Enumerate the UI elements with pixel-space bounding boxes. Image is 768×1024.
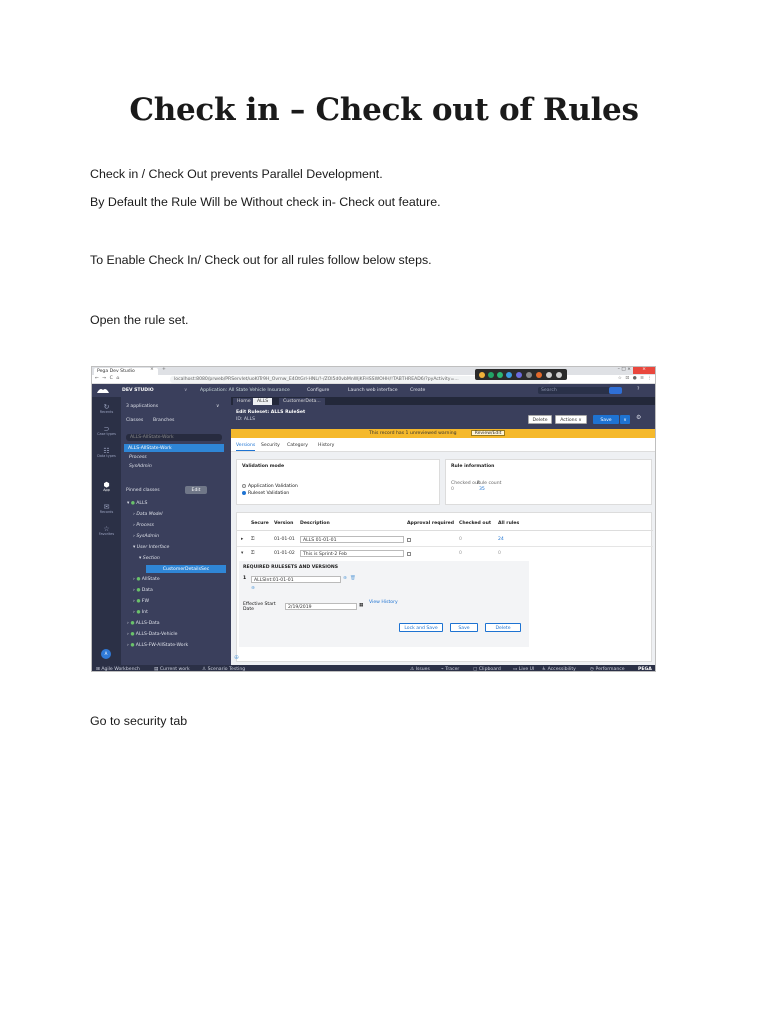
current-work-link[interactable]: ▤ Current work bbox=[154, 666, 190, 672]
validation-mode-card bbox=[236, 459, 440, 505]
settings-gear-icon[interactable]: ⚙ bbox=[636, 414, 642, 421]
pega-logo-icon bbox=[97, 387, 109, 393]
save-menu-chevron-icon[interactable]: ∨ bbox=[620, 415, 630, 424]
create-menu[interactable]: Create bbox=[410, 388, 426, 393]
pinned-classes-label: Pinned classes bbox=[126, 488, 160, 493]
address-bar[interactable]: localhost:8080/prweb/PRServlet/uoKlTr9H_Ovrnw_E4OtGrl-HNL/!-/ZOl5d0vbMnWjKFHSSWOHH/!TABTHREAD6/?pyActivity=... bbox=[170, 376, 550, 383]
validation-mode-title: Validation mode bbox=[242, 464, 285, 469]
tree-item[interactable]: ▾ Section bbox=[139, 556, 160, 561]
lock-and-save-button[interactable]: Lock and Save bbox=[399, 623, 443, 632]
save-button[interactable]: Save bbox=[450, 623, 478, 632]
header-secure: Secure bbox=[251, 521, 269, 526]
agile-workbench-link[interactable]: ⊞ Agile Workbench bbox=[96, 666, 140, 672]
branches-link[interactable]: Branches bbox=[153, 418, 175, 423]
new-tab-icon[interactable]: + bbox=[162, 367, 166, 372]
rail-case-types[interactable]: ⊃ Case types bbox=[92, 425, 121, 437]
case-types-icon: ⊃ bbox=[103, 425, 110, 433]
required-rulesets-panel bbox=[239, 561, 529, 647]
all-rules-cell: 0 bbox=[498, 551, 501, 556]
document-title: Check in – Check out of Rules bbox=[129, 92, 639, 128]
actions-button[interactable]: Actions ∨ bbox=[555, 415, 587, 424]
tree-item-selected[interactable]: CustomerDetailsSec bbox=[146, 565, 226, 573]
accessibility-link[interactable]: ♿ Accessibility bbox=[542, 666, 576, 672]
help-icon[interactable]: ? bbox=[637, 387, 640, 392]
description-input[interactable]: This is Sprint-2 Feb bbox=[300, 550, 404, 557]
versions-table-header bbox=[237, 521, 653, 531]
tree-sysadmin[interactable]: SysAdmin bbox=[129, 464, 152, 469]
tree-item[interactable]: ▾ User Interface bbox=[133, 545, 170, 550]
tab-history[interactable]: History bbox=[318, 443, 335, 448]
stop-icon[interactable] bbox=[536, 372, 542, 378]
tab-security[interactable]: Security bbox=[261, 443, 280, 448]
chevron-down-icon[interactable]: ∨ bbox=[184, 388, 188, 393]
unlock-icon[interactable]: ⚿ bbox=[251, 551, 255, 556]
pega-logo-text: PEGA bbox=[638, 666, 652, 672]
scenario-testing-link[interactable]: ♙ Scenario Testing bbox=[202, 666, 246, 672]
add-row-icon[interactable]: ⊕ bbox=[251, 586, 255, 591]
rule-information-title: Rule information bbox=[451, 464, 495, 469]
rule-title: Edit Ruleset: ALLS RuleSet bbox=[236, 410, 306, 415]
selected-class-label: ALLS-AllState-Work bbox=[128, 445, 172, 451]
effective-start-input[interactable]: 2/19/2019 bbox=[285, 603, 357, 610]
all-rules-cell[interactable]: 24 bbox=[498, 537, 504, 542]
tree-item[interactable]: › Data Model bbox=[133, 512, 163, 517]
search-icon[interactable] bbox=[609, 387, 622, 394]
tree-item[interactable]: › ● ALLS-FW-AllState-Work bbox=[127, 643, 189, 648]
tree-item[interactable]: › ● Data bbox=[133, 588, 153, 593]
approval-checkbox[interactable] bbox=[407, 538, 411, 542]
rail-app[interactable]: ⬢ App bbox=[92, 481, 121, 493]
record-icon[interactable] bbox=[488, 372, 494, 378]
required-index: 1 bbox=[243, 576, 247, 581]
rail-favorites[interactable]: ☆ Favorites bbox=[92, 525, 121, 537]
trash-icon[interactable]: 🗑 bbox=[350, 576, 356, 581]
tree-item[interactable]: › ● FW bbox=[133, 599, 149, 604]
favorites-icon: ☆ bbox=[103, 525, 110, 533]
header-all-rules: All rules bbox=[498, 521, 520, 526]
window-controls[interactable]: – □ × bbox=[617, 367, 631, 372]
description-input[interactable]: ALLS 01-01-01 bbox=[300, 536, 404, 543]
rail-data-types[interactable]: ☷ Data types bbox=[92, 447, 121, 459]
tree-item[interactable]: › SysAdmin bbox=[133, 534, 160, 539]
required-rulesets-title: REQUIRED RULESETS AND VERSIONS bbox=[243, 565, 339, 570]
add-icon[interactable]: ⊕ bbox=[343, 576, 347, 581]
close-icon[interactable]: × bbox=[150, 367, 154, 372]
pause-icon[interactable] bbox=[479, 372, 485, 378]
status-bar bbox=[92, 665, 656, 672]
rail-recents[interactable]: ↻ Recents bbox=[92, 403, 121, 415]
tree-item[interactable]: ▾ ● ALLS bbox=[127, 501, 148, 506]
table-row bbox=[237, 533, 653, 547]
search-input[interactable]: Search bbox=[538, 387, 622, 394]
pen-icon[interactable] bbox=[516, 372, 522, 378]
delete-button[interactable]: Delete bbox=[485, 623, 521, 632]
header-checked-out: Checked out bbox=[459, 521, 492, 526]
app-icon: ⬢ bbox=[103, 481, 110, 489]
checked-out-cell: 0 bbox=[459, 537, 462, 542]
checked-out-cell: 0 bbox=[459, 551, 462, 556]
header-version: Version bbox=[274, 521, 294, 526]
class-filter-input[interactable]: ALLS-AllState-Work bbox=[126, 434, 222, 441]
add-version-icon[interactable]: ⊕ bbox=[234, 654, 240, 661]
approval-checkbox[interactable] bbox=[407, 552, 411, 556]
versions-card bbox=[236, 512, 652, 662]
tab-category[interactable]: Category bbox=[287, 443, 308, 448]
delete-button[interactable]: Delete bbox=[528, 415, 552, 424]
checked-out-value: 0 bbox=[451, 487, 454, 492]
checked-out-label: Checked out bbox=[451, 481, 480, 486]
launch-menu[interactable]: Launch web interface bbox=[348, 388, 398, 393]
live-ui-link[interactable]: ▭ Live UI bbox=[513, 666, 535, 672]
selected-class[interactable] bbox=[124, 444, 224, 452]
tree-item[interactable]: › ● Int bbox=[133, 610, 148, 615]
performance-link[interactable]: ◷ Performance bbox=[590, 666, 625, 672]
calendar-icon[interactable]: ▦ bbox=[359, 603, 364, 608]
browser-tab-title: Pega Dev Studio bbox=[97, 369, 135, 374]
effective-start-label: Effective Start Date bbox=[243, 602, 276, 613]
tab-versions[interactable]: Versions bbox=[236, 443, 255, 451]
pencil-icon[interactable] bbox=[546, 372, 552, 378]
tab-home[interactable]: Home bbox=[233, 398, 255, 405]
rule-id: ID: ALLS bbox=[236, 417, 256, 422]
paragraph-parallel: Check in / Check Out prevents Parallel Development. bbox=[90, 167, 383, 181]
table-row bbox=[237, 547, 653, 561]
app-explorer-panel bbox=[121, 397, 231, 665]
paragraph-enable: To Enable Check In/ Check out for all rules follow below steps. bbox=[90, 253, 432, 267]
eraser-icon[interactable] bbox=[526, 372, 532, 378]
tree-item[interactable]: › ● ALLS-Data-Vehicle bbox=[127, 632, 178, 637]
tree-item[interactable]: › ● ALLS-Data bbox=[127, 621, 160, 626]
collapse-row-icon[interactable]: ▾ bbox=[241, 551, 244, 556]
avatar[interactable]: A bbox=[101, 649, 111, 659]
warning-bar bbox=[231, 429, 656, 438]
expand-icon[interactable] bbox=[556, 372, 562, 378]
paragraph-default: By Default the Rule Will be Without check in- Check out feature. bbox=[90, 195, 441, 209]
rule-subtabs bbox=[231, 438, 656, 452]
rail-records[interactable]: ✉ Records bbox=[92, 503, 121, 515]
application-validation-radio[interactable] bbox=[242, 484, 246, 488]
rule-information-card bbox=[445, 459, 652, 505]
tab-alls[interactable]: ALLS bbox=[253, 398, 272, 405]
configure-menu[interactable]: Configure bbox=[307, 388, 330, 393]
required-ruleset-input[interactable]: ALLSInt:01-01-01 bbox=[251, 576, 341, 583]
edit-button[interactable]: Edit bbox=[185, 486, 207, 494]
save-button[interactable]: Save bbox=[593, 415, 619, 424]
version-cell: 01-01-02 bbox=[274, 551, 295, 556]
recording-toolbar[interactable] bbox=[475, 369, 567, 380]
clipboard-link[interactable]: ▢ Clipboard bbox=[473, 666, 501, 672]
browser-tab[interactable] bbox=[94, 368, 158, 375]
rule-count-label: Rule count bbox=[477, 481, 502, 486]
tab-customer-details[interactable]: CustomerDeta... bbox=[279, 398, 325, 405]
paragraph-security-tab: Go to security tab bbox=[90, 714, 188, 728]
recents-icon: ↻ bbox=[103, 403, 110, 411]
tree-process[interactable]: Process bbox=[129, 455, 147, 460]
view-history-link[interactable]: View History bbox=[369, 600, 398, 605]
chat-icon[interactable] bbox=[497, 372, 503, 378]
tracer-link[interactable]: ⌁ Tracer bbox=[441, 666, 460, 672]
pega-screenshot bbox=[91, 366, 656, 672]
header-description: Description bbox=[300, 521, 330, 526]
paragraph-open-ruleset: Open the rule set. bbox=[90, 313, 189, 327]
application-validation-label: Application Validation bbox=[248, 483, 298, 489]
warning-text: This record has 1 unreviewed warning bbox=[369, 431, 457, 436]
browser-menu-icons[interactable]: ☆ ⊡ ● ≡ ⋮ bbox=[617, 376, 653, 381]
unlock-icon[interactable]: ⚿ bbox=[251, 537, 255, 542]
camera-icon[interactable] bbox=[506, 372, 512, 378]
tree-item[interactable]: › ● AllState bbox=[133, 577, 160, 582]
application-menu[interactable]: Application: All State Vehicle Insurance bbox=[200, 388, 290, 393]
data-types-icon: ☷ bbox=[103, 447, 110, 455]
version-cell: 01-01-01 bbox=[274, 537, 295, 542]
left-navigation-rail bbox=[92, 397, 121, 665]
browser-tab-strip bbox=[92, 367, 656, 375]
ruleset-validation-radio[interactable] bbox=[242, 491, 246, 495]
workspace-tabs bbox=[231, 397, 656, 405]
work-area bbox=[231, 397, 656, 665]
header-approval: Approval required bbox=[407, 521, 455, 526]
navigation-icons[interactable]: ← → C ⌂ bbox=[95, 376, 121, 381]
address-row bbox=[92, 375, 656, 384]
records-icon: ✉ bbox=[103, 503, 110, 511]
issues-link[interactable]: ⚠ Issues bbox=[410, 666, 430, 672]
tree-item[interactable]: › Process bbox=[133, 523, 154, 528]
chevron-down-icon[interactable]: ∨ bbox=[216, 404, 220, 409]
review-edit-button[interactable]: Review/Edit bbox=[471, 430, 505, 436]
applications-header[interactable]: 3 applications bbox=[126, 404, 159, 409]
pega-header bbox=[92, 384, 656, 397]
ruleset-validation-label: Ruleset Validation bbox=[248, 490, 290, 496]
classes-link[interactable]: Classes bbox=[126, 418, 144, 423]
studio-name[interactable]: DEV STUDIO bbox=[122, 388, 154, 393]
expand-row-icon[interactable]: ▸ bbox=[241, 537, 244, 542]
rule-count-value[interactable]: 35 bbox=[479, 487, 485, 492]
window-close-icon[interactable]: × bbox=[633, 367, 655, 374]
